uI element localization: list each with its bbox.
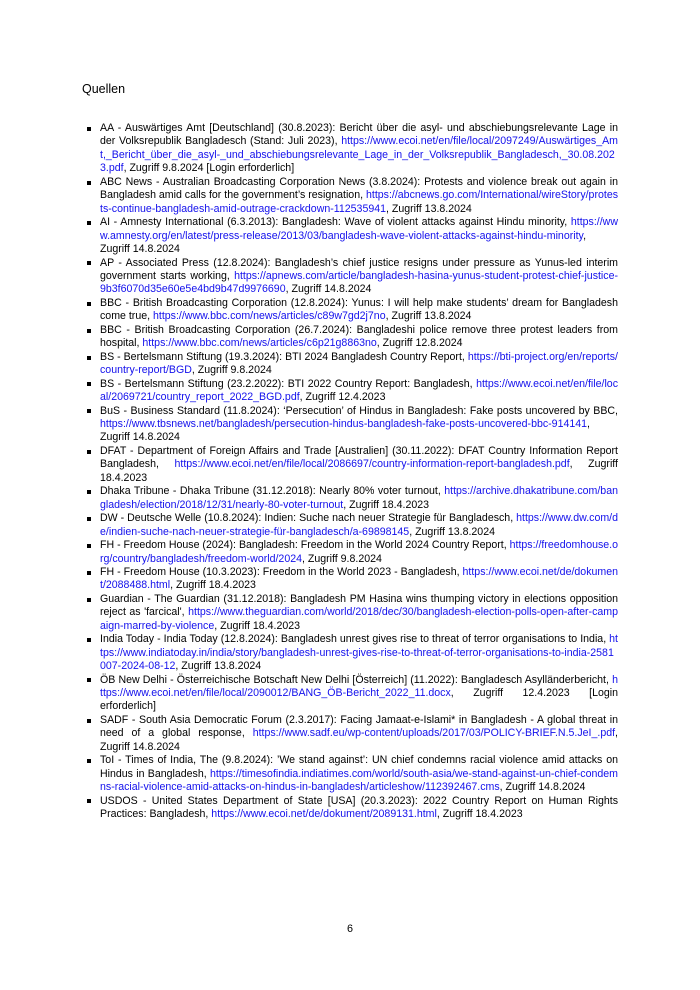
- source-text: Dhaka Tribune - Dhaka Tribune (31.12.2018): Nearly 80% voter turnout,: [100, 485, 445, 498]
- source-link[interactable]: https://www.ecoi.net/de/dokument/2089131.html: [211, 808, 437, 821]
- source-link[interactable]: https://www.ecoi.net/de/dokument/2088488.html: [100, 565, 618, 592]
- source-link[interactable]: https://www.amnesty.org/en/latest/press-release/2013/03/bangladesh-wave-violent-attacks-against-hindu-minority: [100, 216, 618, 242]
- source-item: [86, 216, 618, 256]
- source-item: [86, 351, 618, 378]
- source-link[interactable]: https://www.dw.com/de/indien-suche-nach-neuer-strategie-für-bangladesch/a-69898145: [100, 512, 618, 538]
- source-text: , Zugriff 13.8.2024: [409, 525, 495, 538]
- source-item: [86, 122, 618, 176]
- source-text: BS - Bertelsmann Stiftung (19.3.2024): BTI 2024 Bangladesh Country Report,: [100, 350, 468, 363]
- source-text: , Zugriff 13.8.2024: [386, 202, 472, 215]
- source-text: , Zugriff 18.4.2023: [170, 579, 256, 592]
- source-text: FH - Freedom House (10.3.2023): Freedom in the World 2023 - Bangladesh,: [100, 565, 463, 578]
- source-link[interactable]: https://www.tbsnews.net/bangladesh/persecution-hindus-bangladesh-fake-posts-uncovered-bbc-914141: [100, 417, 588, 430]
- source-text: , Zugriff 9.8.2024: [302, 552, 382, 565]
- square-bullet-icon: [87, 409, 91, 413]
- square-bullet-icon: [87, 302, 91, 306]
- source-text: , Zugriff 18.4.2023: [343, 498, 430, 511]
- source-text: BBC - British Broadcasting Corporation (26.7.2024): Bangladeshi police remove three protest leaders from hospital,: [100, 323, 618, 350]
- source-link[interactable]: https://archive.dhakatribune.com/bangladesh/election/2018/12/31/nearly-80-voter-turnout: [100, 485, 618, 511]
- source-link[interactable]: https://www.bbc.com/news/articles/c6p21g8863no: [142, 337, 377, 350]
- source-item: [86, 674, 618, 714]
- source-item: [86, 257, 618, 297]
- source-text: , Zugriff 14.8.2024: [499, 781, 586, 794]
- source-text: AI - Amnesty International (6.3.2013): Bangladesh: Wave of violent attacks against Hindu minority,: [100, 216, 571, 229]
- source-text: , Zugriff 18.4.2023: [436, 808, 523, 821]
- square-bullet-icon: [87, 638, 91, 642]
- square-bullet-icon: [87, 261, 91, 265]
- square-bullet-icon: [87, 329, 91, 333]
- source-link[interactable]: https://www.ecoi.net/en/file/local/2086697/country-information-report-bangladesh.pdf: [174, 458, 570, 471]
- source-text: , Zugriff 14.8.2024: [100, 417, 590, 444]
- source-text: , Zugriff 14.8.2024: [100, 229, 587, 256]
- source-item: [86, 539, 618, 566]
- square-bullet-icon: [87, 598, 91, 602]
- source-text: BBC - British Broadcasting Corporation (12.8.2024): Yunus: I will help make students’ dream for Bangladesh come true,: [100, 296, 618, 323]
- square-bullet-icon: [87, 356, 91, 360]
- source-link[interactable]: https://www.indiatoday.in/india/story/bangladesh-unrest-gives-rise-to-threat-of-terror-organisations-to-india-2581007-2024-08-12: [100, 633, 618, 673]
- square-bullet-icon: [87, 221, 91, 225]
- source-text: , Zugriff 18.4.2023: [214, 619, 301, 632]
- source-text: AA - Auswärtiges Amt [Deutschland] (30.8.2023): Bericht über die asyl- und abschiebungsrelevante Lage in der Volksrepublik Bangladesch (Stand: Juli 2023),: [100, 122, 618, 148]
- source-link[interactable]: https://abcnews.go.com/International/wireStory/protests-continue-bangladesh-amid-outrage-crackdown-112535941: [100, 189, 619, 215]
- source-text: AP - Associated Press (12.8.2024): Bangladesh’s chief justice resigns under pressure as Yunus-led interim government starts working,: [100, 256, 618, 282]
- source-text: , Zugriff 14.8.2024: [285, 283, 372, 296]
- square-bullet-icon: [87, 382, 91, 386]
- source-item: [86, 485, 618, 512]
- source-link[interactable]: https://www.bbc.com/news/articles/c89w7gd2j7no: [153, 310, 386, 323]
- page-title: Quellen: [82, 82, 126, 96]
- source-text: DFAT - Department of Foreign Affairs and Trade [Australien] (30.11.2022): DFAT Country Information Report Bangladesh,: [100, 444, 618, 471]
- source-text: DW - Deutsche Welle (10.8.2024): Indien: Suche nach neuer Strategie für Bangladesch,: [100, 512, 517, 525]
- source-text: ABC News - Australian Broadcasting Corporation News (3.8.2024): Protests and violence break out again in Bangladesh amid calls for the government’s resignation,: [100, 175, 618, 202]
- square-bullet-icon: [87, 544, 91, 548]
- source-text: , Zugriff 14.8.2024: [100, 727, 618, 753]
- source-text: , Zugriff 9.8.2024: [191, 364, 272, 377]
- source-item: [86, 593, 618, 633]
- sources-list: [86, 122, 618, 822]
- source-text: ÖB New Delhi - Österreichische Botschaft New Delhi [Österreich] (11.2022): Bangladesch Asylländerbericht,: [100, 673, 613, 686]
- source-text: SADF - South Asia Democratic Forum (2.3.2017): Facing Jamaat-e-Islami* in Bangladesh - A global threat in need of a global response,: [100, 713, 618, 740]
- source-text: ToI - Times of India, The (9.8.2024): ’We stand against’: UN chief condemns racial violence amid attacks on Hindus in Bangladesh,: [100, 754, 618, 780]
- source-text: , Zugriff 18.4.2023: [100, 458, 618, 484]
- square-bullet-icon: [87, 759, 91, 763]
- source-text: FH - Freedom House (2024): Bangladesh: Freedom in the World 2024 Country Report,: [100, 539, 510, 552]
- source-item: [86, 445, 618, 485]
- source-item: [86, 378, 618, 405]
- source-text: , Zugriff 12.8.2024: [376, 337, 463, 350]
- square-bullet-icon: [87, 517, 91, 521]
- source-link[interactable]: https://freedomhouse.org/country/bangladesh/freedom-world/2024: [100, 539, 618, 565]
- source-item: [86, 512, 618, 539]
- source-link[interactable]: https://bti-project.org/en/reports/country-report/BGD: [100, 350, 618, 377]
- source-link[interactable]: https://www.ecoi.net/en/file/local/2069721/country_report_2022_BGD.pdf: [100, 377, 618, 404]
- source-text: , Zugriff 12.4.2023 [Login erforderlich]: [100, 687, 618, 713]
- source-link[interactable]: https://www.ecoi.net/en/file/local/2097249/Auswärtiges_Amt,_Bericht_über_die_asyl-_und_abschiebungsrelevante_Lage_in_der_Volksrepublik_Bangladesch,_30.08.2023.pdf: [100, 135, 618, 175]
- source-item: [86, 795, 618, 822]
- source-item: [86, 324, 618, 351]
- source-link[interactable]: https://www.sadf.eu/wp-content/uploads/2017/03/POLICY-BRIEF.N.5.JeI_.pdf: [252, 727, 616, 740]
- source-text: BS - Bertelsmann Stiftung (23.2.2022): BTI 2022 Country Report: Bangladesh,: [100, 377, 477, 390]
- source-text: BuS - Business Standard (11.8.2024): ‘Persecution’ of Hindus in Bangladesh: Fake posts uncovered by BBC,: [100, 404, 618, 417]
- source-text: India Today - India Today (12.8.2024): Bangladesh unrest gives rise to threat of terror organisations to India,: [100, 633, 610, 646]
- source-item: [86, 297, 618, 324]
- source-item: [86, 176, 618, 216]
- square-bullet-icon: [87, 678, 91, 682]
- source-link[interactable]: https://timesofindia.indiatimes.com/world/south-asia/we-stand-against-un-chief-condemns-racial-violence-amid-attacks-on-hindus-in-bangladesh/articleshow/112392467.cms: [100, 767, 618, 794]
- square-bullet-icon: [87, 127, 91, 131]
- source-text: USDOS - United States Department of State [USA] (20.3.2023): 2022 Country Report on Human Rights Practices: Bangladesh,: [100, 794, 618, 821]
- square-bullet-icon: [87, 719, 91, 723]
- source-text: , Zugriff 13.8.2024: [175, 660, 262, 673]
- source-text: , Zugriff 12.4.2023: [299, 391, 386, 404]
- source-item: [86, 566, 618, 593]
- square-bullet-icon: [87, 571, 91, 575]
- source-text: , Zugriff 13.8.2024: [385, 310, 472, 323]
- square-bullet-icon: [87, 799, 91, 803]
- source-link[interactable]: https://www.theguardian.com/world/2018/dec/30/bangladesh-election-polls-open-after-campaign-marred-by-violence: [100, 606, 618, 632]
- source-link[interactable]: https://www.ecoi.net/en/file/local/2090012/BANG_ÖB-Bericht_2022_11.docx: [100, 673, 618, 700]
- source-text: , Zugriff 9.8.2024 [Login erforderlich]: [123, 162, 295, 175]
- source-item: [86, 714, 618, 754]
- square-bullet-icon: [87, 181, 91, 185]
- source-item: [86, 633, 618, 673]
- source-text: Guardian - The Guardian (31.12.2018): Bangladesh PM Hasina wins thumping victory in elections opposition reject as 'farcical',: [100, 592, 618, 619]
- page-number: 6: [346, 923, 353, 935]
- source-link[interactable]: https://apnews.com/article/bangladesh-hasina-yunus-student-protest-chief-justice-9b3f6070d35e60e5e4bd9b47d9976690: [100, 269, 618, 296]
- square-bullet-icon: [87, 450, 91, 454]
- source-item: [86, 754, 618, 794]
- square-bullet-icon: [87, 490, 91, 494]
- source-item: [86, 405, 618, 445]
